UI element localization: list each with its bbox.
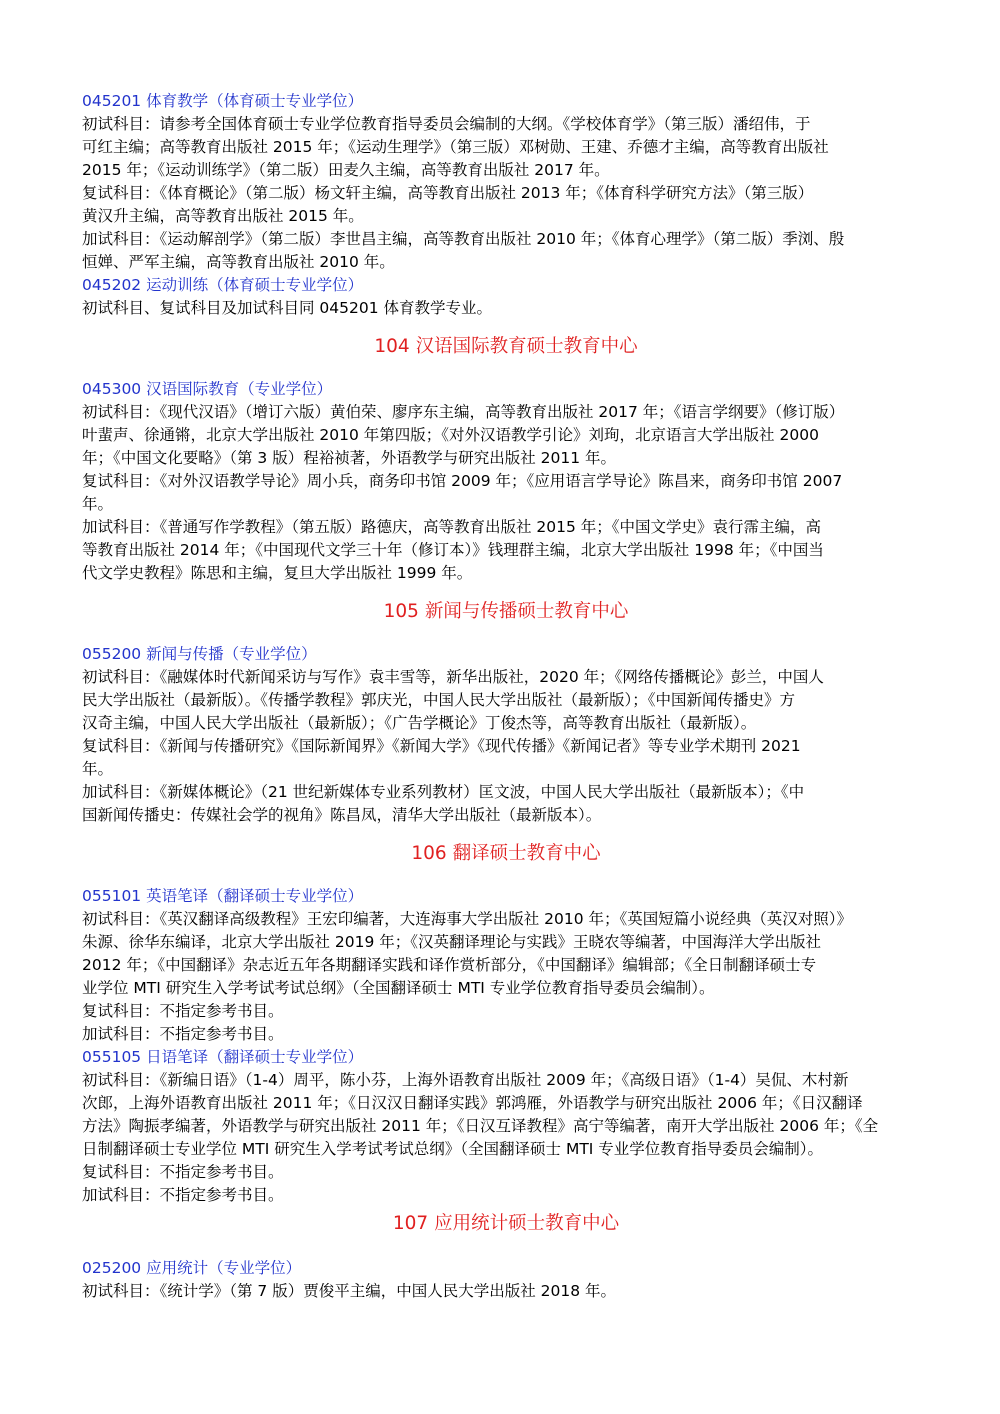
text-line: 加试科目：不指定参考书目。: [82, 1186, 284, 1204]
program-title: 055200 新闻与传播（专业学位）: [82, 645, 317, 663]
text-line: 民大学出版社（最新版）。《传播学教程》郭庆光，中国人民大学出版社（最新版）；《中国新闻传播史》方: [82, 691, 796, 709]
program-title: 025200 应用统计（专业学位）: [82, 1259, 302, 1277]
program-title: 045202 运动训练（体育硕士专业学位）: [82, 276, 364, 294]
text-line: 次郎，上海外语教育出版社 2011 年；《日汉汉日翻译实践》郭鸿雁，外语教学与研究出版社 2006 年；《日汉翻译: [82, 1094, 863, 1112]
text-line: 方法》陶振孝编著，外语教学与研究出版社 2011 年；《日汉互译教程》高宁等编著，南开大学出版社 2006 年；《全: [82, 1117, 879, 1135]
document-body: [82, 90, 930, 1303]
text-line: 复试科目：《新闻与传播研究》《国际新闻界》《新闻大学》《现代传播》《新闻记者》等专业学术期刊 2021: [82, 737, 801, 755]
text-line: 初试科目、复试科目及加试科目同 045201 体育教学专业。: [82, 299, 493, 317]
text-line: 代文学史教程》陈思和主编，复旦大学出版社 1999 年。: [82, 564, 473, 582]
text-line: 国新闻传播史：传媒社会学的视角》陈昌凤，清华大学出版社（最新版本）。: [82, 806, 602, 824]
text-line: 业学位 MTI 研究生入学考试考试总纲》（全国翻译硕士 MTI 专业学位教育指导委员会编制）。: [82, 979, 715, 997]
section-heading: 105 新闻与传播硕士教育中心: [383, 601, 629, 622]
text-line: 年。: [82, 760, 114, 778]
text-line: 初试科目：《现代汉语》（增订六版）黄伯荣、廖序东主编，高等教育出版社 2017 年；《语言学纲要》（修订版）: [82, 403, 845, 421]
text-line: 汉奇主编，中国人民大学出版社（最新版）；《广告学概论》丁俊杰等，高等教育出版社（最新版）。: [82, 714, 757, 732]
section: [82, 599, 930, 827]
program-title: 045201 体育教学（体育硕士专业学位）: [82, 92, 364, 110]
text-line: 叶蜚声、徐通锵，北京大学出版社 2010 年第四版；《对外汉语教学引论》刘珣，北京语言大学出版社 2000: [82, 426, 819, 444]
text-line: 可红主编；高等教育出版社 2015 年；《运动生理学》（第三版）邓树勋、王建、乔德才主编，高等教育出版社: [82, 138, 829, 156]
text-line: 复试科目：不指定参考书目。: [82, 1163, 284, 1181]
text-line: 加试科目：《新媒体概论》（21 世纪新媒体专业系列教材）匡文波，中国人民大学出版社（最新版本）；《中: [82, 783, 805, 801]
section-heading: 107 应用统计硕士教育中心: [392, 1213, 620, 1234]
text-line: 初试科目：《英汉翻译高级教程》王宏印编著，大连海事大学出版社 2010 年；《英国短篇小说经典（英汉对照）》: [82, 910, 853, 928]
section: [82, 334, 930, 585]
text-line: 初试科目：请参考全国体育硕士专业学位教育指导委员会编制的大纲。《学校体育学》（第三版）潘绍伟，于: [82, 115, 811, 133]
text-line: 复试科目：不指定参考书目。: [82, 1002, 284, 1020]
text-line: 复试科目：《对外汉语教学导论》周小兵，商务印书馆 2009 年；《应用语言学导论》陈昌来，商务印书馆 2007: [82, 472, 843, 490]
section-heading: 104 汉语国际教育硕士教育中心: [374, 336, 638, 357]
text-line: 黄汉升主编，高等教育出版社 2015 年。: [82, 207, 364, 225]
text-line: 朱源、徐华东编译，北京大学出版社 2019 年；《汉英翻译理论与实践》王晓农等编著，中国海洋大学出版社: [82, 933, 822, 951]
section: [82, 90, 930, 320]
text-line: 初试科目：《统计学》（第 7 版）贾俊平主编，中国人民大学出版社 2018 年。: [82, 1282, 617, 1300]
program-title: 045300 汉语国际教育（专业学位）: [82, 380, 333, 398]
text-line: 复试科目：《体育概论》（第二版）杨文轩主编，高等教育出版社 2013 年；《体育科学研究方法》（第三版）: [82, 184, 814, 202]
program-title: 055105 日语笔译（翻译硕士专业学位）: [82, 1048, 364, 1066]
text-line: 年。: [82, 495, 114, 513]
text-line: 2015 年；《运动训练学》（第二版）田麦久主编，高等教育出版社 2017 年。: [82, 161, 610, 179]
text-line: 加试科目：《运动解剖学》（第二版）李世昌主编，高等教育出版社 2010 年；《体育心理学》（第二版）季浏、殷: [82, 230, 845, 248]
text-line: 2012 年；《中国翻译》杂志近五年各期翻译实践和译作赏析部分，《中国翻译》编辑部；《全日制翻译硕士专: [82, 956, 817, 974]
section: [82, 1211, 930, 1303]
text-line: 加试科目：《普通写作学教程》（第五版）路德庆，高等教育出版社 2015 年；《中国文学史》袁行霈主编，高: [82, 518, 822, 536]
text-line: 加试科目：不指定参考书目。: [82, 1025, 284, 1043]
text-line: 初试科目：《融媒体时代新闻采访与写作》袁丰雪等，新华出版社，2020 年；《网络传播概论》彭兰，中国人: [82, 668, 824, 686]
text-line: 年；《中国文化要略》（第 3 版）程裕祯著，外语教学与研究出版社 2011 年。: [82, 449, 617, 467]
text-line: 日制翻译硕士专业学位 MTI 研究生入学考试考试总纲》（全国翻译硕士 MTI 专业学位教育指导委员会编制）。: [82, 1140, 824, 1158]
text-line: 初试科目：《新编日语》（1-4）周平，陈小芬，上海外语教育出版社 2009 年；《高级日语》（1-4）吴侃、木村新: [82, 1071, 849, 1089]
section: [82, 841, 930, 1207]
program-title: 055101 英语笔译（翻译硕士专业学位）: [82, 887, 364, 905]
text-line: 等教育出版社 2014 年；《中国现代文学三十年（修订本）》钱理群主编，北京大学出版社 1998 年；《中国当: [82, 541, 824, 559]
section-heading: 106 翻译硕士教育中心: [411, 843, 601, 864]
text-line: 恒婵、严军主编，高等教育出版社 2010 年。: [82, 253, 395, 271]
